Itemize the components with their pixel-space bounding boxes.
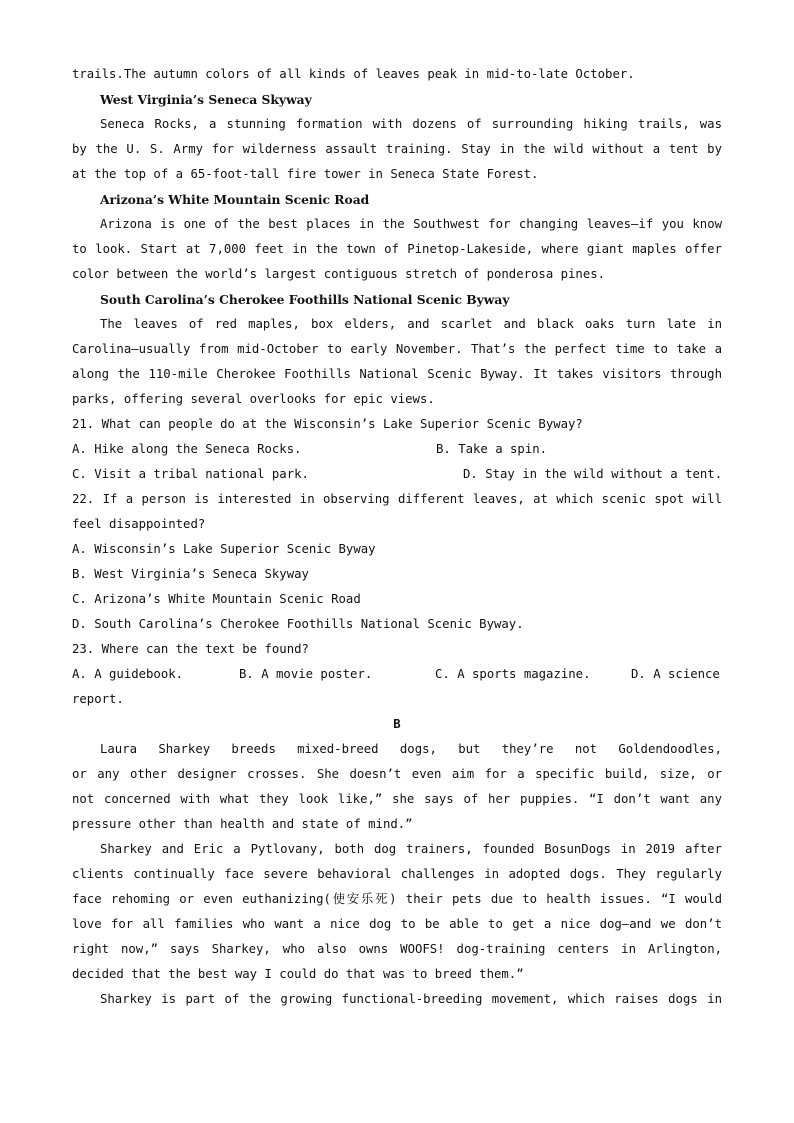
question-22-stem-cont: feel disappointed? (72, 517, 206, 531)
paragraph-line: face rehoming or even euthanizing(使安乐死) their pets due to health issues. “I would (72, 892, 722, 906)
paragraph-line: Carolina—usually from mid-October to early November. That’s the perfect time to take a (72, 342, 722, 356)
paragraph-line: Laura Sharkey breeds mixed-breed dogs, but they’re not Goldendoodles, (100, 742, 722, 756)
paragraph-line: love for all families who want a nice dog to be able to get a nice dog—and we don’t (72, 917, 722, 931)
paragraph-line: pressure other than health and state of mind.” (72, 817, 413, 831)
question-23-option-d-cont: report. (72, 692, 124, 706)
question-21-option-a: A. Hike along the Seneca Rocks. (72, 442, 302, 456)
question-23-option-a: A. A guidebook. (72, 667, 184, 681)
paragraph-line: Sharkey is part of the growing functional-breeding movement, which raises dogs in (100, 992, 722, 1006)
passage-b-label: B (393, 717, 401, 731)
paragraph-line: color between the world’s largest contiguous stretch of ponderosa pines. (72, 267, 606, 281)
paragraph-line: or any other designer crosses. She doesn’t even aim for a specific build, size, or (72, 767, 722, 781)
question-21-option-d: D. Stay in the wild without a tent. (463, 467, 723, 481)
section-heading-south-carolina: South Carolina’s Cherokee Foothills National Scenic Byway (100, 292, 510, 307)
paragraph-line: clients continually face severe behavioral challenges in adopted dogs. They regularly (72, 867, 722, 881)
paragraph-line: Arizona is one of the best places in the Southwest for changing leaves—if you know (100, 217, 722, 231)
question-23-option-d: D. A science (631, 667, 720, 681)
paragraph-line: Seneca Rocks, a stunning formation with dozens of surrounding hiking trails, was (100, 117, 722, 131)
paragraph-line: to look. Start at 7,000 feet in the town of Pinetop-Lakeside, where giant maples offer (72, 242, 722, 256)
question-21-options-row-2 (72, 462, 722, 487)
question-22-option-a: A. Wisconsin’s Lake Superior Scenic Byway (72, 542, 376, 556)
question-21-option-c: C. Visit a tribal national park. (72, 467, 309, 481)
paragraph-line: The leaves of red maples, box elders, and scarlet and black oaks turn late in (100, 317, 722, 331)
question-22-stem: 22. If a person is interested in observing different leaves, at which scenic spot will (72, 492, 722, 506)
paragraph-line: by the U. S. Army for wilderness assault training. Stay in the wild without a tent by (72, 142, 722, 156)
question-23-options-row (72, 662, 722, 687)
question-22-option-b: B. West Virginia’s Seneca Skyway (72, 567, 309, 581)
question-23-option-b: B. A movie poster. (239, 667, 373, 681)
question-23-option-c: C. A sports magazine. (435, 667, 591, 681)
question-23-stem: 23. Where can the text be found? (72, 642, 309, 656)
paragraph-line: right now,” says Sharkey, who also owns WOOFS! dog-training centers in Arlington, (72, 942, 722, 956)
passage-a-intro-tail: trails.The autumn colors of all kinds of leaves peak in mid-to-late October. (72, 67, 635, 81)
paragraph-line: parks, offering several overlooks for epic views. (72, 392, 435, 406)
document-page (72, 62, 722, 1012)
section-heading-seneca: West Virginia’s Seneca Skyway (100, 92, 312, 107)
section-heading-arizona: Arizona’s White Mountain Scenic Road (100, 192, 370, 207)
question-22-option-d: D. South Carolina’s Cherokee Foothills National Scenic Byway. (72, 617, 524, 631)
question-21-option-b: B. Take a spin. (436, 442, 548, 456)
paragraph-line: not concerned with what they look like,” she says of her puppies. “I don’t want any (72, 792, 722, 806)
question-22-option-c: C. Arizona’s White Mountain Scenic Road (72, 592, 361, 606)
question-21-stem: 21. What can people do at the Wisconsin’s Lake Superior Scenic Byway? (72, 417, 583, 431)
question-21-options-row-1 (72, 437, 722, 462)
paragraph-line: at the top of a 65-foot-tall fire tower in Seneca State Forest. (72, 167, 539, 181)
paragraph-line: decided that the best way I could do that was to breed them.” (72, 967, 524, 981)
paragraph-line: Sharkey and Eric a Pytlovany, both dog trainers, founded BosunDogs in 2019 after (100, 842, 722, 856)
paragraph-line: along the 110-mile Cherokee Foothills National Scenic Byway. It takes visitors through (72, 367, 722, 381)
